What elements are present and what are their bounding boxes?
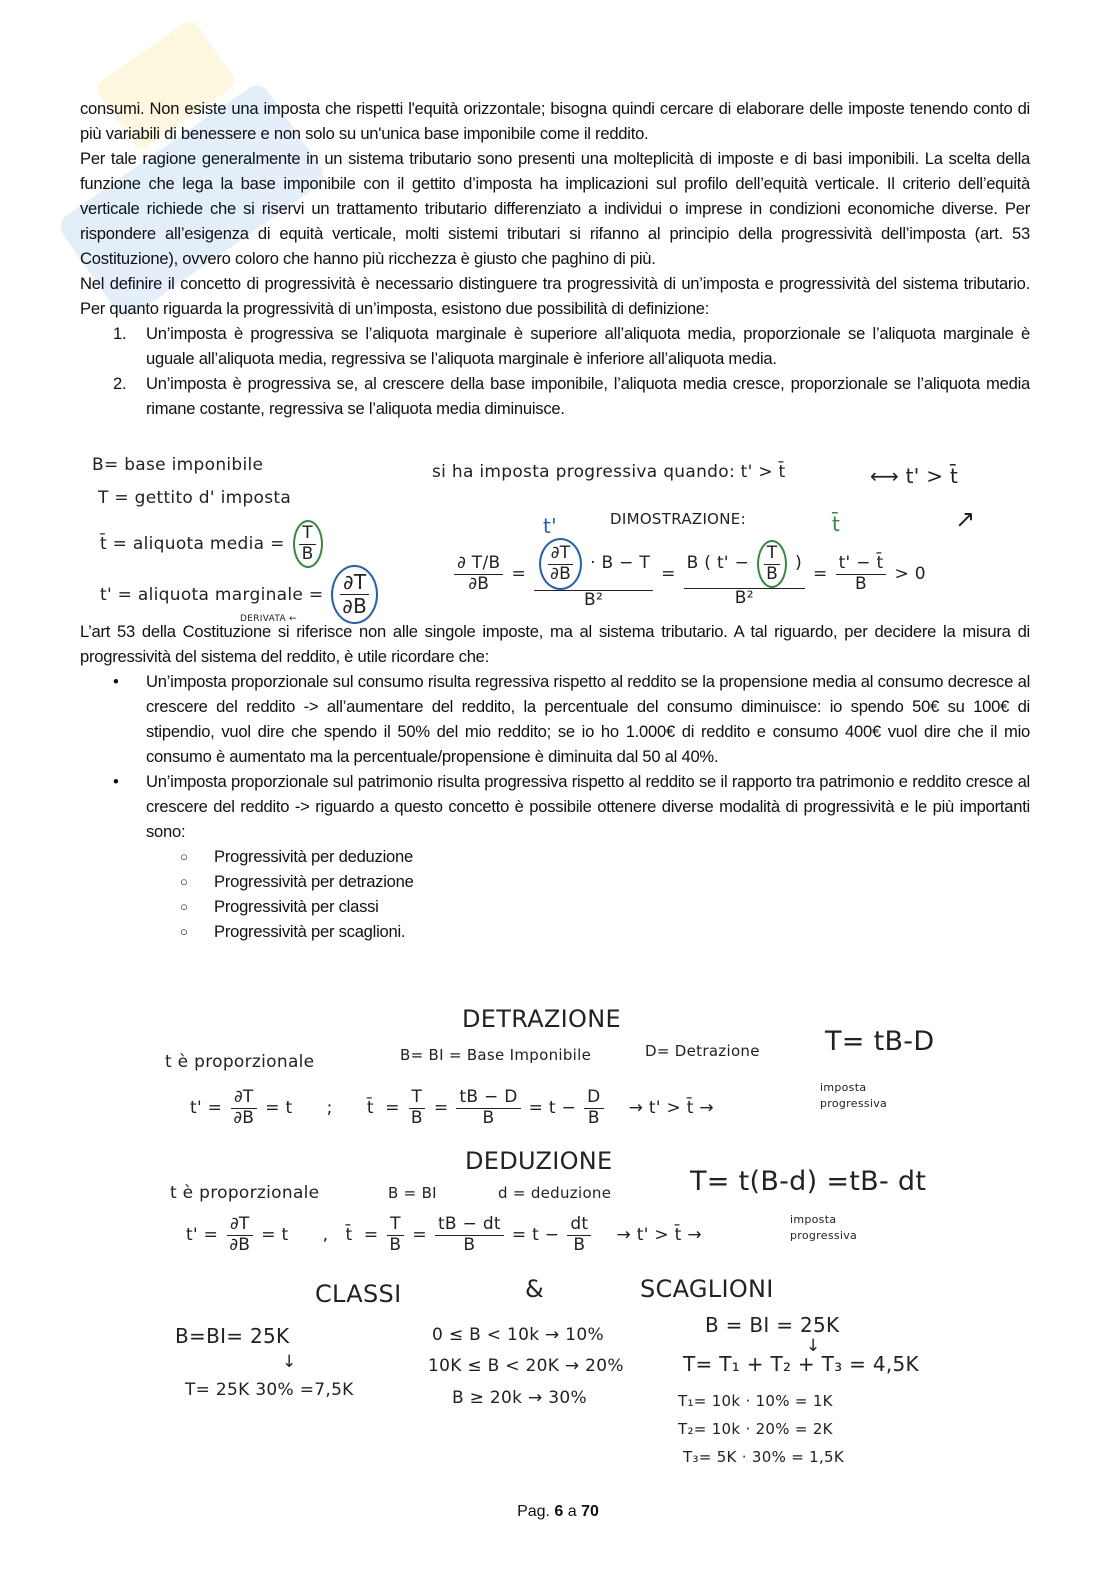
footer-label: Pag.: [517, 1503, 555, 1520]
denominator: B: [389, 1234, 402, 1255]
fraction: [584, 1088, 603, 1128]
deduzione-result: imposta progressiva: [790, 1213, 858, 1242]
detrazione-formula: T= tB-D: [825, 1026, 935, 1057]
numerator: ∂T: [231, 1088, 257, 1109]
bullet-icon: •: [113, 772, 119, 791]
denominator: B²: [584, 590, 604, 611]
formula-text: → t' > t̄ →: [611, 1098, 714, 1119]
numerator: tB − dt: [435, 1215, 504, 1236]
list-item: [80, 869, 1030, 894]
classi-tax: T= 25K 30% =7,5K: [185, 1380, 354, 1400]
denominator: B: [301, 543, 314, 564]
circle-bullet-icon: ○: [180, 874, 188, 889]
page-number: 6: [554, 1503, 564, 1520]
note-derivata: DERIVATA ←: [240, 614, 297, 624]
formula-text: t' =: [190, 1098, 223, 1119]
fraction-circled-green: [757, 540, 787, 588]
note-progressive-condition: si ha imposta progressiva quando: t' > t̄: [432, 462, 786, 482]
list-text: Un’imposta è progressiva se l’aliquota marginale è superiore all’aliquota media, proporzionale se l’aliquota marginale è uguale all’aliquota media, regressiva se l’aliquota marginale è inferiore all’aliquota media.: [146, 324, 1030, 368]
detrazione-b-definition: B= BI = Base Imponibile: [400, 1046, 592, 1064]
denominator: B²: [734, 588, 754, 609]
detrazione-derivation: [190, 1088, 714, 1128]
equals: =: [511, 564, 527, 585]
formula-text: = t ; t̄ =: [265, 1098, 400, 1119]
fraction: [226, 1215, 253, 1255]
numerator: ∂T: [340, 571, 369, 595]
denominator: ∂B: [342, 594, 368, 618]
numerator: [534, 538, 653, 591]
denominator: B: [482, 1107, 495, 1128]
label-t-prime: t': [543, 514, 557, 538]
numerator: t' − t̄: [836, 554, 887, 575]
fraction: [454, 554, 503, 594]
down-arrow-icon: ↓: [282, 1352, 297, 1372]
label-t-bar: t̄: [832, 512, 841, 536]
sub-bullet-list: [80, 844, 1030, 944]
numerator: T: [409, 1088, 426, 1109]
scaglioni-row: T₃= 5K · 30% = 1,5K: [683, 1448, 845, 1466]
page-footer: [0, 1503, 1116, 1521]
denominator: B: [855, 573, 867, 594]
deduzione-b-definition: B = BI: [388, 1184, 437, 1202]
formula-text: = t −: [528, 1098, 577, 1119]
bracket-row: 10K ≤ B < 20K → 20%: [428, 1356, 624, 1376]
numerator: T: [764, 544, 781, 565]
paragraph: consumi. Non esiste una imposta che rispetti l'equità orizzontale; bisogna quindi cercare di elaborare delle imposte tenendo conto di più variabili di benessere e non solo su un'unica base imponibile come il reddito.: [80, 99, 1030, 143]
footer-separator: a: [563, 1503, 582, 1520]
paragraph: Per tale ragione generalmente in un sistema tributario sono presenti una molteplicità di imposte e di basi imponibili. La scelta della funzione che lega la base imponibile con il gettito d’imposta ha implicazioni sul profilo dell’equità verticale. Il criterio dell’equità verticale richiede che si riservi un trattamento tributario differenziato a individui o imprese in condizioni economiche diverse. Per rispondere all’esigenza di equità verticale, molti sistemi tributari si rifanno al principio della progressività dell’imposta (art. 53 Costituzione), ovvero coloro che hanno più ricchezza è giusto che paghino di più.: [80, 149, 1030, 268]
denominator: B: [463, 1234, 476, 1255]
denominator: ∂B: [233, 1107, 255, 1128]
deduzione-formula: T= t(B-d) =tB- dt: [690, 1166, 927, 1197]
list-text: Progressività per detrazione: [214, 872, 414, 891]
numerator-rest: · B − T: [590, 553, 651, 574]
list-text: Progressività per deduzione: [214, 847, 413, 866]
note-t-definition: T = gettito d' imposta: [98, 488, 292, 508]
formula-text: t' =: [186, 1225, 219, 1246]
formula-text: =: [433, 1098, 449, 1119]
numerator-part: ): [795, 553, 803, 574]
scaglioni-title: SCAGLIONI: [640, 1275, 774, 1303]
list-marker: 2.: [113, 374, 127, 393]
note-b-definition: B= base imponibile: [92, 455, 264, 475]
deduzione-d-definition: d = deduzione: [498, 1184, 612, 1202]
deduzione-title: DEDUZIONE: [465, 1147, 613, 1175]
circle-bullet-icon: ○: [180, 899, 188, 914]
arrow-icon: ↗: [955, 505, 976, 533]
list-text: Progressività per scaglioni.: [214, 922, 406, 941]
detrazione-t-proportional: t è proporzionale: [165, 1052, 315, 1072]
numerator-part: B ( t' −: [686, 553, 750, 574]
note-equivalence: ⟷ t' > t̄: [870, 464, 959, 488]
down-arrow-icon: ↓: [806, 1336, 821, 1356]
detrazione-result: imposta progressiva: [820, 1081, 888, 1110]
list-text: Un’imposta proporzionale sul patrimonio risulta progressiva rispetto al reddito se il rapporto tra patrimonio e reddito cresce al crescere del reddito -> riguardo a questo concetto è possibile ottenere diverse modalità di progressività e le più importanti sono:: [146, 772, 1030, 841]
paragraph: Nel definire il concetto di progressività è necessario distinguere tra progressività di un’imposta e progressività del sistema tributario. Per quanto riguarda la progressività di un’imposta, esistono due possibilità di definizione:: [80, 274, 1030, 318]
fraction: [230, 1088, 257, 1128]
fraction: [534, 538, 653, 611]
circle-bullet-icon: ○: [180, 849, 188, 864]
formula-text: → t' > t̄ →: [599, 1225, 702, 1246]
circle-bullet-icon: ○: [180, 924, 188, 939]
scaglioni-tax: T= T₁ + T₂ + T₃ = 4,5K: [683, 1352, 919, 1376]
equals: =: [813, 564, 828, 585]
equals: =: [661, 564, 676, 585]
bracket-row: 0 ≤ B < 10k → 10%: [432, 1325, 604, 1345]
scaglioni-row: T₁= 10k · 10% = 1K: [678, 1392, 833, 1410]
numerator: ∂T: [548, 544, 574, 565]
denominator: B: [587, 1107, 600, 1128]
note-dimostrazione: DIMOSTRAZIONE:: [610, 510, 746, 528]
fraction: [386, 1215, 404, 1255]
denominator: ∂B: [550, 563, 572, 584]
list-item: [80, 371, 1030, 421]
fraction: [567, 1215, 591, 1255]
bracket-row: B ≥ 20k → 30%: [452, 1388, 587, 1408]
numbered-list: [80, 321, 1030, 421]
list-text: Progressività per classi: [214, 897, 379, 916]
list-item: [80, 894, 1030, 919]
numerator: T: [387, 1215, 404, 1236]
list-item: [80, 919, 1030, 944]
fraction-circled-green: [293, 520, 323, 568]
deduzione-derivation: [186, 1215, 702, 1255]
formula-text: = t −: [511, 1225, 560, 1246]
fraction: [836, 554, 887, 594]
fraction: [456, 1088, 520, 1128]
denominator: B: [766, 563, 779, 584]
greater-than-zero: > 0: [894, 564, 926, 585]
formula-text: =: [412, 1225, 427, 1246]
detrazione-d-definition: D= Detrazione: [645, 1042, 760, 1060]
numerator: tB − D: [456, 1088, 520, 1109]
denominator: ∂B: [468, 573, 490, 594]
numerator: ∂T: [227, 1215, 253, 1236]
note-average-rate: [100, 520, 325, 568]
list-item: [80, 769, 1030, 844]
bullet-icon: •: [113, 672, 119, 691]
numerator: ∂ T/B: [454, 554, 503, 575]
list-item: [80, 669, 1030, 769]
derivation-equation: [452, 538, 926, 611]
denominator: B: [410, 1107, 423, 1128]
fraction-circled-blue: [331, 565, 378, 624]
denominator: B: [573, 1234, 586, 1255]
classi-title: CLASSI: [315, 1280, 402, 1308]
list-text: Un’imposta proporzionale sul consumo risulta regressiva rispetto al reddito se la propensione media al consumo decresce al crescere del reddito -> all’aumentare del reddito, la percentuale del consumo diminuisce: io spendo 50€ su 100€ di stipendio, vuol dire che spendo il 50% del mio reddito; se io ho 1.000€ di reddito e consumo 400€ vuol dire che il mio consumo è aumentato ma la percentuale/propensione è diminuita dal 50 al 40%.: [146, 672, 1030, 766]
numerator: dt: [567, 1215, 591, 1236]
fraction: [435, 1215, 504, 1255]
list-text: Un’imposta è progressiva se, al crescere della base imponibile, l’aliquota media cresce, proporzionale se l’aliquota media rimane costante, regressiva se l’aliquota media diminuisce.: [146, 374, 1030, 418]
fraction: [684, 540, 805, 609]
note-text: t̄ = aliquota media =: [100, 534, 285, 555]
scaglioni-row: T₂= 10k · 20% = 2K: [678, 1420, 833, 1438]
deduzione-t-proportional: t è proporzionale: [170, 1183, 320, 1203]
numerator: [684, 540, 805, 589]
fraction-circled-blue: [539, 538, 582, 590]
note-text: t' = aliquota marginale =: [100, 584, 324, 605]
detrazione-title: DETRAZIONE: [462, 1005, 621, 1033]
paragraph: L’art 53 della Costituzione si riferisce non alle singole imposte, ma al sistema tributario. A tal riguardo, per decidere la misura di progressività del sistema del reddito, è utile ricordare che:: [80, 622, 1030, 666]
page-total: 70: [581, 1503, 599, 1520]
numerator: T: [299, 524, 316, 545]
numerator: D: [584, 1088, 603, 1109]
bullet-list: [80, 669, 1030, 844]
list-marker: 1.: [113, 324, 127, 343]
list-item: [80, 321, 1030, 371]
formula-text: = t , t̄ =: [261, 1225, 379, 1246]
classi-base: B=BI= 25K: [175, 1324, 290, 1348]
ampersand: &: [525, 1275, 545, 1303]
scaglioni-base: B = BI = 25K: [705, 1313, 840, 1337]
list-item: [80, 844, 1030, 869]
denominator: ∂B: [229, 1234, 251, 1255]
fraction: [408, 1088, 426, 1128]
